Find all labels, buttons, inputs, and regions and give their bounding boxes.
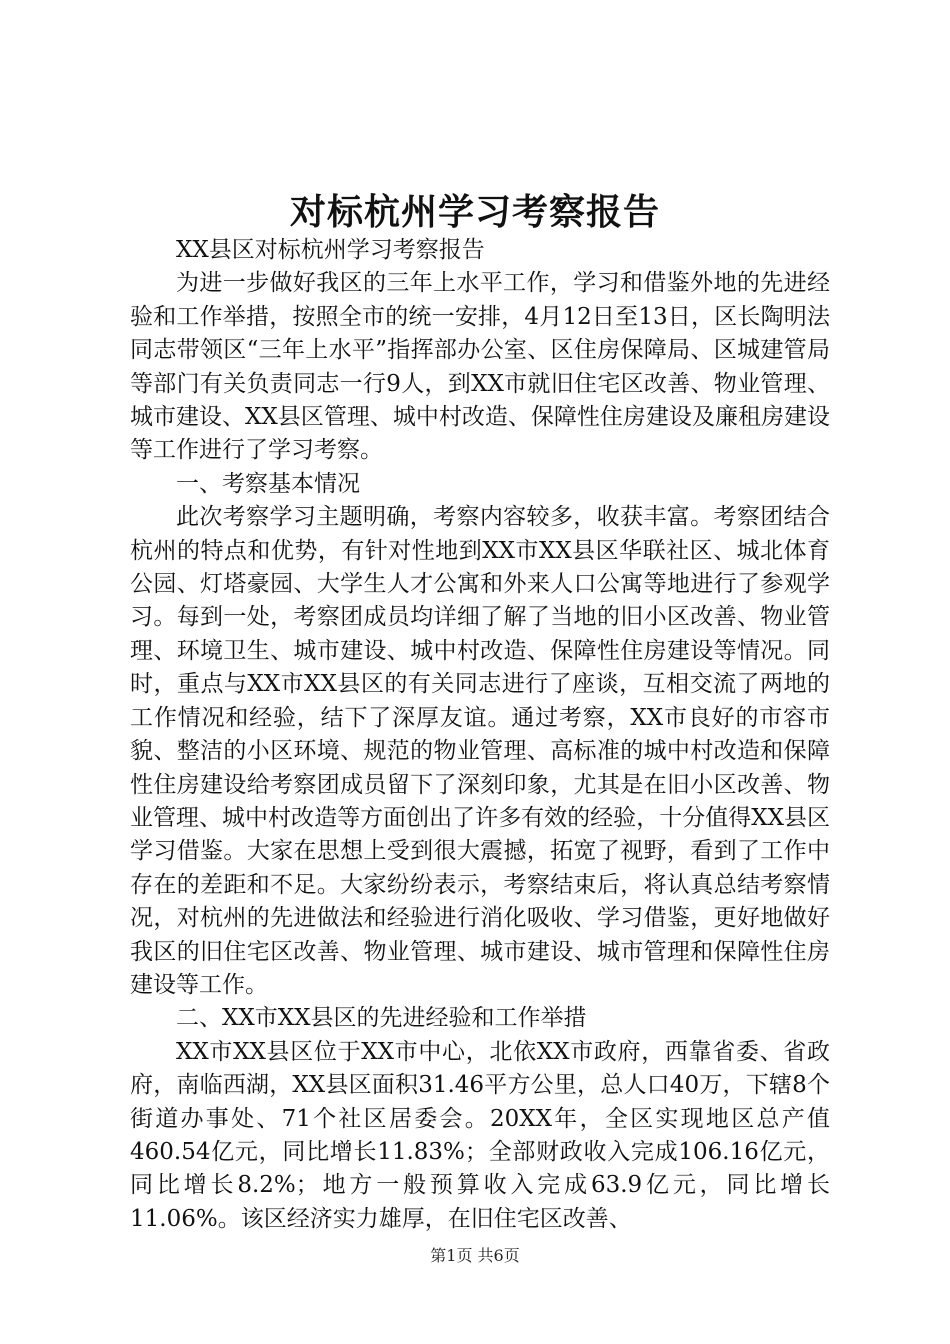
paragraph-subtitle: XX县区对标杭州学习考察报告 xyxy=(176,237,485,263)
paragraph-intro: 为进一步做好我区的三年上水平工作，学习和借鉴外地的先进经验和工作举措，按照全市的统一安排，4月12日至13日，区长陶明法同志带领区“三年上水平”指挥部办公室、区住房保障局、区城建管局等部门有关负责同志一行9人，到XX市就旧住宅区改善、物业管理、城市建设、XX县区管理、城中村改造、保障性住房建设及廉租房建设等工作进行了学习考察。 xyxy=(130,270,830,464)
document-body xyxy=(130,234,830,1236)
section-heading-2: 二、XX市XX县区的先进经验和工作举措 xyxy=(176,1005,587,1032)
paragraph-section-1: 此次考察学习主题明确，考察内容较多，收获丰富。考察团结合杭州的特点和优势，有针对性地到XX市XX县区华联社区、城北体育公园、灯塔豪园、大学生人才公寓和外来人口公寓等地进行了参观学习。每到一处，考察团成员均详细了解了当地的旧小区改善、物业管理、环境卫生、城市建设、城中村改造、保障性住房建设等情况。同时，重点与XX市XX县区的有关同志进行了座谈，互相交流了两地的工作情况和经验，结下了深厚友谊。通过考察，XX市良好的市容市貌、整洁的小区环境、规范的物业管理、高标准的城中村改造和保障性住房建设给考察团成员留下了深刻印象，尤其是在旧小区改善、物业管理、城中村改造等方面创出了许多有效的经验，十分值得XX县区学习借鉴。大家在思想上受到很大震撼，拓宽了视野，看到了工作中存在的差距和不足。大家纷纷表示，考察结束后，将认真总结考察情况，对杭州的先进做法和经验进行消化吸收、学习借鉴，更好地做好我区的旧住宅区改善、物业管理、城市建设、城市管理和保障性住房建设等工作。 xyxy=(130,504,830,998)
paragraph-section-2: XX市XX县区位于XX市中心，北依XX市政府，西靠省委、省政府，南临西湖，XX县区面积31.46平方公里，总人口40万，下辖8个街道办事处、71个社区居委会。20XX年，全区实现地区总产值460.54亿元，同比增长11.83%；全部财政收入完成106.16亿元，同比增长8.2%；地方一般预算收入完成63.9亿元，同比增长11.06%。该区经济实力雄厚，在旧住宅区改善、 xyxy=(130,1038,830,1232)
section-heading-1: 一、考察基本情况 xyxy=(176,470,360,497)
page-number: 第1页 共6页 xyxy=(430,1246,520,1265)
document-title: 对标杭州学习考察报告 xyxy=(289,191,660,233)
